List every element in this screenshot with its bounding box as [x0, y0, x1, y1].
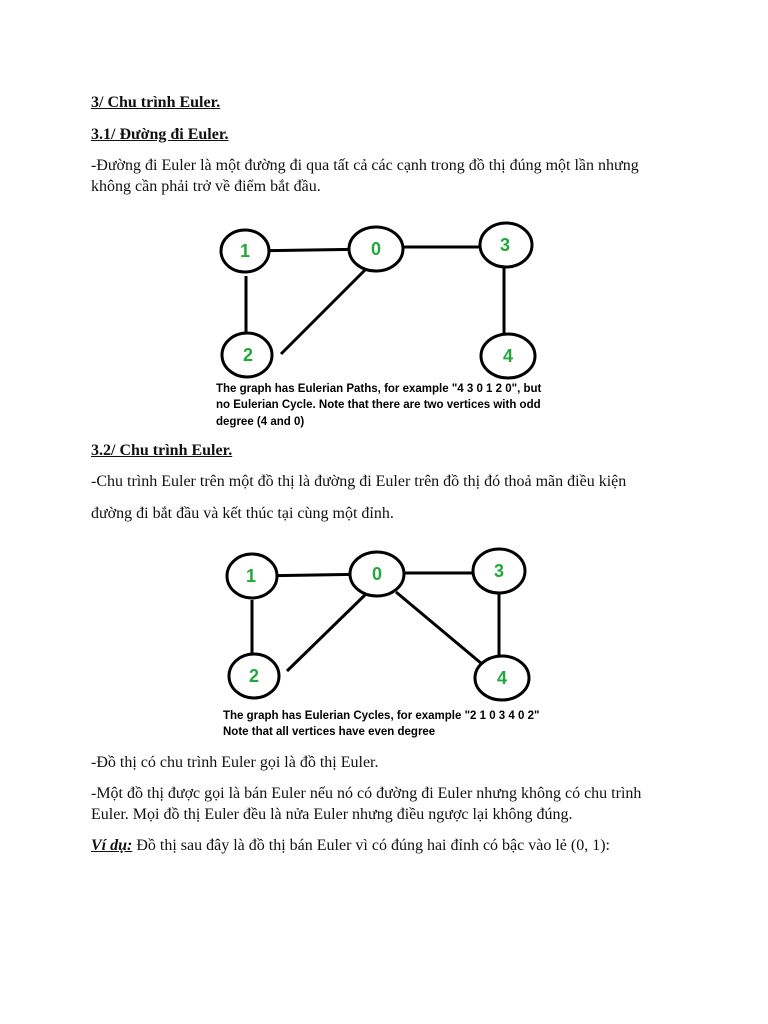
figure-2-caption-line-1: The graph has Eulerian Cycles, for example "2 1 0 3 4 0 2" [223, 710, 540, 722]
node-label-1: 1 [239, 241, 251, 261]
section-3-1-heading: 3.1/ Đường đi Euler. [91, 126, 229, 143]
node-label-4: 4 [502, 346, 514, 366]
graph-node-2 [222, 333, 272, 377]
graph-node-1 [221, 230, 269, 272]
graph-node-1 [227, 554, 277, 598]
semi-euler-paragraph-line-1: -Một đồ thị được gọi là bán Euler nếu nó có đường đi Euler nhưng không có chu trình [91, 785, 642, 802]
node-label-4: 4 [496, 668, 508, 688]
figure-1-caption-line-3: degree (4 and 0) [216, 416, 305, 428]
section-3-heading: 3/ Chu trình Euler. [91, 94, 221, 111]
figure-1-caption-line-2: no Eulerian Cycle. Note that there are two vertices with odd [216, 399, 541, 411]
semi-euler-paragraph-line-2: Euler. Mọi đồ thị Euler đều là nửa Euler nhưng điều ngược lại không đúng. [91, 806, 573, 823]
graph-node-0 [350, 552, 404, 596]
eulerian-path-figure [0, 210, 768, 435]
figure-1-caption-line-1: The graph has Eulerian Paths, for example "4 3 0 1 2 0", but [216, 383, 542, 395]
euler-graph-paragraph: -Đồ thị có chu trình Euler gọi là đồ thị Euler. [91, 754, 379, 771]
node-label-1: 1 [245, 566, 257, 586]
figure-2-caption-line-2: Note that all vertices have even degree [223, 726, 436, 738]
node-label-3: 3 [499, 235, 511, 255]
section-3-2-heading: 3.2/ Chu trình Euler. [91, 442, 233, 459]
node-label-3: 3 [493, 561, 505, 581]
section-3-1-paragraph-line-1: -Đường đi Euler là một đường đi qua tất cả các cạnh trong đồ thị đúng một lần nhưng [91, 157, 639, 174]
graph-node-3 [473, 549, 525, 593]
section-3-2-paragraph-line-1: -Chu trình Euler trên một đồ thị là đường đi Euler trên đồ thị đó thoả mãn điều kiện [91, 473, 627, 490]
node-label-0: 0 [371, 564, 383, 584]
graph-node-4 [475, 656, 529, 700]
graph-node-2 [229, 654, 279, 698]
node-label-2: 2 [248, 666, 260, 686]
section-3-1-paragraph-line-2: không cần phải trở về điểm bắt đầu. [91, 178, 321, 195]
example-paragraph [91, 836, 610, 856]
section-3-2-paragraph-line-2: đường đi bắt đầu và kết thúc tại cùng một đỉnh. [91, 505, 394, 522]
example-text: Đồ thị sau đây là đồ thị bán Euler vì có đúng hai đỉnh có bậc vào lẻ (0, 1): [132, 837, 610, 854]
graph-node-3 [480, 223, 532, 267]
node-label-2: 2 [242, 345, 254, 365]
example-label: Ví dụ: [91, 837, 133, 854]
graph-node-4 [481, 334, 535, 378]
node-label-0: 0 [370, 239, 382, 259]
graph-node-0 [349, 227, 403, 271]
edge-2-0 [281, 269, 366, 354]
edge-2-0 [287, 593, 367, 671]
eulerian-cycle-figure [0, 540, 768, 745]
edge-0-4 [396, 592, 482, 664]
